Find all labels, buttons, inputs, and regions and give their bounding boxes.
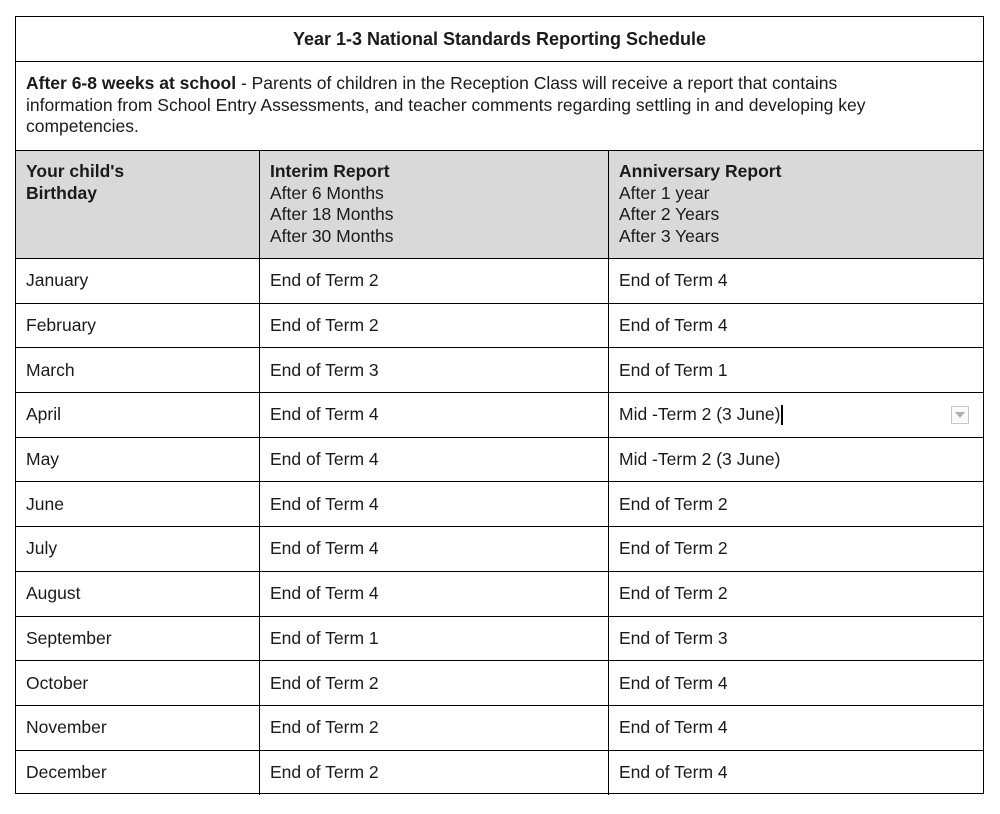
- month-cell[interactable]: [16, 348, 260, 393]
- anniversary-cell-text: End of Term 4: [619, 270, 728, 291]
- intro-bold-text: After 6-8 weeks at school: [26, 73, 237, 93]
- month-cell-text: July: [26, 538, 58, 559]
- month-cell[interactable]: [16, 304, 260, 349]
- anniversary-cell[interactable]: [609, 751, 983, 796]
- interim-cell-text: End of Term 4: [270, 538, 379, 559]
- month-cell[interactable]: [16, 259, 260, 304]
- interim-cell-text: End of Term 4: [270, 493, 379, 514]
- interim-cell[interactable]: [260, 482, 609, 527]
- interim-cell[interactable]: [260, 527, 609, 572]
- month-cell[interactable]: [16, 706, 260, 751]
- interim-cell-text: End of Term 3: [270, 359, 379, 380]
- month-cell-text: March: [26, 359, 75, 380]
- month-cell[interactable]: [16, 482, 260, 527]
- anniversary-cell-text: End of Term 4: [619, 762, 728, 783]
- interim-cell[interactable]: [260, 304, 609, 349]
- header-birthday-line-2: Birthday: [26, 182, 97, 203]
- month-cell-text: August: [26, 583, 81, 604]
- interim-cell-text: End of Term 2: [270, 717, 379, 738]
- month-cell[interactable]: [16, 527, 260, 572]
- month-cell-text: September: [26, 627, 112, 648]
- month-cell-text: February: [26, 315, 97, 336]
- interim-cell-text: End of Term 2: [270, 315, 379, 336]
- month-cell[interactable]: [16, 617, 260, 662]
- header-anniversary[interactable]: [609, 151, 983, 259]
- header-anniversary-line: After 2 Years: [619, 204, 720, 224]
- month-cell-text: May: [26, 449, 60, 470]
- anniversary-cell[interactable]: [609, 304, 983, 349]
- month-cell-text: January: [26, 270, 89, 291]
- anniversary-cell-text: End of Term 2: [619, 583, 728, 604]
- interim-cell[interactable]: [260, 259, 609, 304]
- anniversary-cell-text: Mid -Term 2 (3 June): [619, 404, 781, 425]
- interim-cell[interactable]: [260, 438, 609, 483]
- header-anniversary-title: Anniversary Report: [619, 161, 782, 181]
- anniversary-cell[interactable]: [609, 438, 983, 483]
- anniversary-cell-text: End of Term 4: [619, 672, 728, 693]
- anniversary-cell-text: End of Term 1: [619, 359, 728, 380]
- interim-cell-text: End of Term 4: [270, 449, 379, 470]
- text-cursor: [781, 405, 783, 425]
- anniversary-cell-text: End of Term 4: [619, 717, 728, 738]
- schedule-grid: [16, 151, 983, 795]
- anniversary-cell[interactable]: [609, 348, 983, 393]
- month-cell-text: June: [26, 493, 64, 514]
- intro-cell[interactable]: [16, 62, 983, 151]
- header-birthday[interactable]: [16, 151, 260, 259]
- anniversary-cell[interactable]: [609, 617, 983, 662]
- table-title[interactable]: Year 1-3 National Standards Reporting Schedule: [16, 17, 983, 62]
- interim-cell[interactable]: [260, 617, 609, 662]
- anniversary-cell[interactable]: [609, 706, 983, 751]
- anniversary-cell[interactable]: [609, 482, 983, 527]
- interim-cell-text: End of Term 1: [270, 627, 379, 648]
- anniversary-cell[interactable]: [609, 259, 983, 304]
- header-interim-line: After 30 Months: [270, 225, 394, 246]
- month-cell[interactable]: [16, 393, 260, 438]
- chevron-down-icon[interactable]: [951, 406, 969, 424]
- header-birthday-line-1: Your child's: [26, 161, 125, 181]
- header-interim[interactable]: [260, 151, 609, 259]
- interim-cell[interactable]: [260, 706, 609, 751]
- anniversary-cell[interactable]: [609, 661, 983, 706]
- interim-cell[interactable]: [260, 572, 609, 617]
- month-cell[interactable]: [16, 572, 260, 617]
- month-cell[interactable]: [16, 438, 260, 483]
- month-cell[interactable]: [16, 661, 260, 706]
- month-cell-text: October: [26, 672, 89, 693]
- interim-cell-text: End of Term 4: [270, 583, 379, 604]
- anniversary-cell[interactable]: [609, 393, 983, 438]
- anniversary-cell-text: End of Term 2: [619, 538, 728, 559]
- intro-text: - Parents of children in the Reception Class will receive a report that contains information from School Entry Assessments, and teacher comments regarding settling in and developing key competencies.: [26, 73, 866, 136]
- interim-cell[interactable]: [260, 751, 609, 796]
- interim-cell-text: End of Term 4: [270, 404, 379, 425]
- interim-cell-text: End of Term 2: [270, 672, 379, 693]
- month-cell-text: December: [26, 762, 107, 783]
- header-interim-title: Interim Report: [270, 161, 390, 181]
- interim-cell[interactable]: [260, 393, 609, 438]
- interim-cell-text: End of Term 2: [270, 270, 379, 291]
- header-interim-line: After 18 Months: [270, 204, 394, 224]
- header-anniversary-line: After 3 Years: [619, 225, 720, 246]
- anniversary-cell[interactable]: [609, 527, 983, 572]
- anniversary-cell[interactable]: [609, 572, 983, 617]
- anniversary-cell-text: End of Term 2: [619, 493, 728, 514]
- anniversary-cell-text: End of Term 3: [619, 627, 728, 648]
- anniversary-cell-text: End of Term 4: [619, 315, 728, 336]
- header-anniversary-line: After 1 year: [619, 182, 710, 203]
- anniversary-cell-text: Mid -Term 2 (3 June): [619, 449, 781, 470]
- month-cell-text: November: [26, 717, 107, 738]
- schedule-table: [15, 16, 984, 794]
- interim-cell-text: End of Term 2: [270, 762, 379, 783]
- interim-cell[interactable]: [260, 661, 609, 706]
- month-cell-text: April: [26, 404, 62, 425]
- interim-cell[interactable]: [260, 348, 609, 393]
- month-cell[interactable]: [16, 751, 260, 796]
- header-interim-line: After 6 Months: [270, 182, 384, 203]
